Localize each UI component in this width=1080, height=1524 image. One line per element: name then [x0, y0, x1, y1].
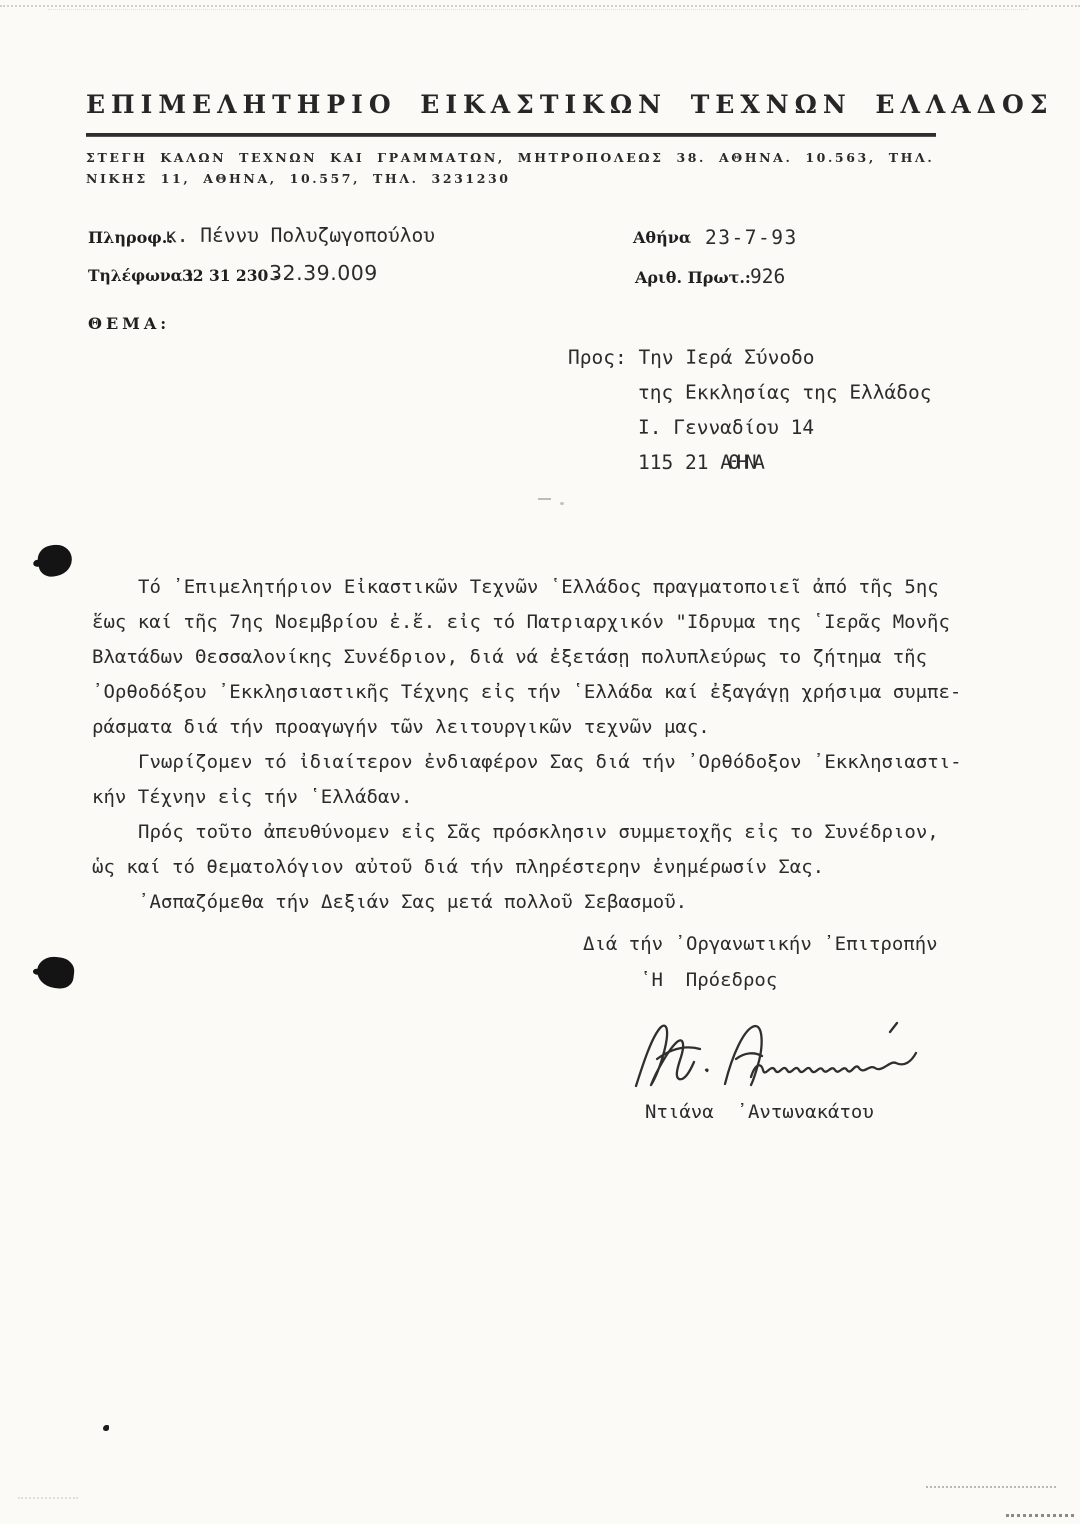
recipient-city: ΑΘΗΝΑ	[720, 451, 762, 474]
phones-label: Τηλέφωνα :	[88, 266, 194, 285]
scan-artifact-top-line-2	[48, 9, 1028, 10]
scan-artifact-dot	[560, 502, 564, 505]
info-value: κ. Πέννυ Πολυζωγοπούλου	[165, 224, 436, 247]
recipient-city-line	[568, 445, 932, 480]
recipient-block	[568, 340, 932, 480]
info-label: Πληροφ.:	[88, 228, 174, 247]
protocol-number-label: Αριθ. Πρωτ.:	[635, 268, 751, 287]
ink-blot-1	[36, 543, 74, 579]
subject-label: ΘΕΜΑ:	[88, 314, 171, 333]
closing-committee-line: Διά τήν ᾿Οργανωτικήν ᾿Επιτροπήν	[583, 933, 938, 955]
body-line: ράσματα διά τήν προαγωγήν τῶν λειτουργικῶν τεχνῶν μας.	[92, 716, 710, 738]
org-address-line2: ΝΙΚΗΣ 11, ΑΘΗΝΑ, 10.557, ΤΗΛ. 3231230	[86, 171, 511, 186]
recipient-postal-code: 115 21	[638, 451, 721, 474]
body-line: Γνωρίζομεν τό ἰδιαίτερον ἐνδιαφέρον Σας διά τήν ᾿Ορθόδοξον ᾿Εκκλησιαστι-	[138, 751, 962, 773]
body-line: ᾿Ασπαζόμεθα τήν Δεξιάν Σας μετά πολλοῦ Σεβασμοῦ.	[138, 891, 688, 913]
city-date-label: Αθήνα	[633, 228, 692, 247]
org-address-line1: ΣΤΕΓΗ ΚΑΛΩΝ ΤΕΧΝΩΝ ΚΑΙ ΓΡΑΜΜΑΤΩΝ, ΜΗΤΡΟΠΟΛΕΩΣ 38. ΑΘΗΝΑ. 10.563, ΤΗΛ.	[86, 150, 935, 165]
recipient-intro: Προς: Την Ιερά Σύνοδο	[568, 346, 815, 369]
body-line: κήν Τέχνην εἰς τήν ῾Ελλάδαν.	[92, 786, 413, 808]
phones-value: 32 31 230 -	[182, 266, 286, 285]
body-line: ᾿Ορθοδόξου ᾿Εκκλησιαστικῆς Τέχνης εἰς τήν ῾Ελλάδα καί ἐξαγάγῃ χρήσιμα συμπε-	[92, 681, 962, 703]
body-line: Βλατάδων Θεσσαλονίκης Συνέδριον, διά νά ἐξετάσῃ πολυπλεύρως το ζήτημα τῆς	[92, 646, 928, 668]
body-line: ἕως καί τῆς 7ης Νοεμβρίου ἐ.ἔ. εἰς τό Πατριαρχικόν "Ιδρυμα της ῾Ιερᾶς Μονῆς	[92, 611, 950, 633]
body-line: ὡς καί τό θεματολόγιον αὐτοῦ διά τήν πληρέστερην ἐνημέρωσίν Σας.	[92, 856, 825, 878]
date-value: 23-7-93	[705, 226, 798, 249]
recipient-line-2: της Εκκλησίας της Ελλάδος	[638, 381, 932, 404]
scan-artifact-top-line	[0, 5, 1080, 7]
scan-artifact-bottom-right-1	[926, 1486, 1056, 1488]
signer-name: Ντιάνα ᾿Αντωνακάτου	[645, 1101, 874, 1123]
recipient-street: Ι. Γενναδίου 14	[638, 416, 815, 439]
closing-president-line: ῾Η Πρόεδρος	[640, 969, 778, 991]
body-text	[92, 570, 992, 920]
signature-image	[628, 1018, 928, 1102]
org-title: ΕΠΙΜΕΛΗΤΗΡΙΟ ΕΙΚΑΣΤΙΚΩΝ ΤΕΧΝΩΝ ΕΛΛΑΔΟΣ	[86, 90, 1054, 119]
scan-artifact-speck	[103, 1425, 109, 1431]
scan-artifact-bottom-left	[18, 1497, 78, 1499]
body-line: Πρός τοῦτο ἀπευθύνομεν εἰς Σᾶς πρόσκλησιν συμμετοχῆς εἰς το Συνέδριον,	[138, 821, 939, 843]
body-line: Τό ᾿Επιμελητήριον Εἰκαστικῶν Τεχνῶν ῾Ελλάδος πραγματοποιεῖ ἀπό τῆς 5ης	[138, 576, 939, 598]
scan-artifact-dash	[538, 498, 551, 500]
header-rule	[86, 133, 936, 137]
protocol-number-value: 926	[750, 265, 786, 288]
phones-value-secondary: .32.39.009	[262, 261, 378, 285]
ink-blot-2	[35, 955, 76, 990]
scan-artifact-bottom-right-2	[1006, 1514, 1074, 1517]
